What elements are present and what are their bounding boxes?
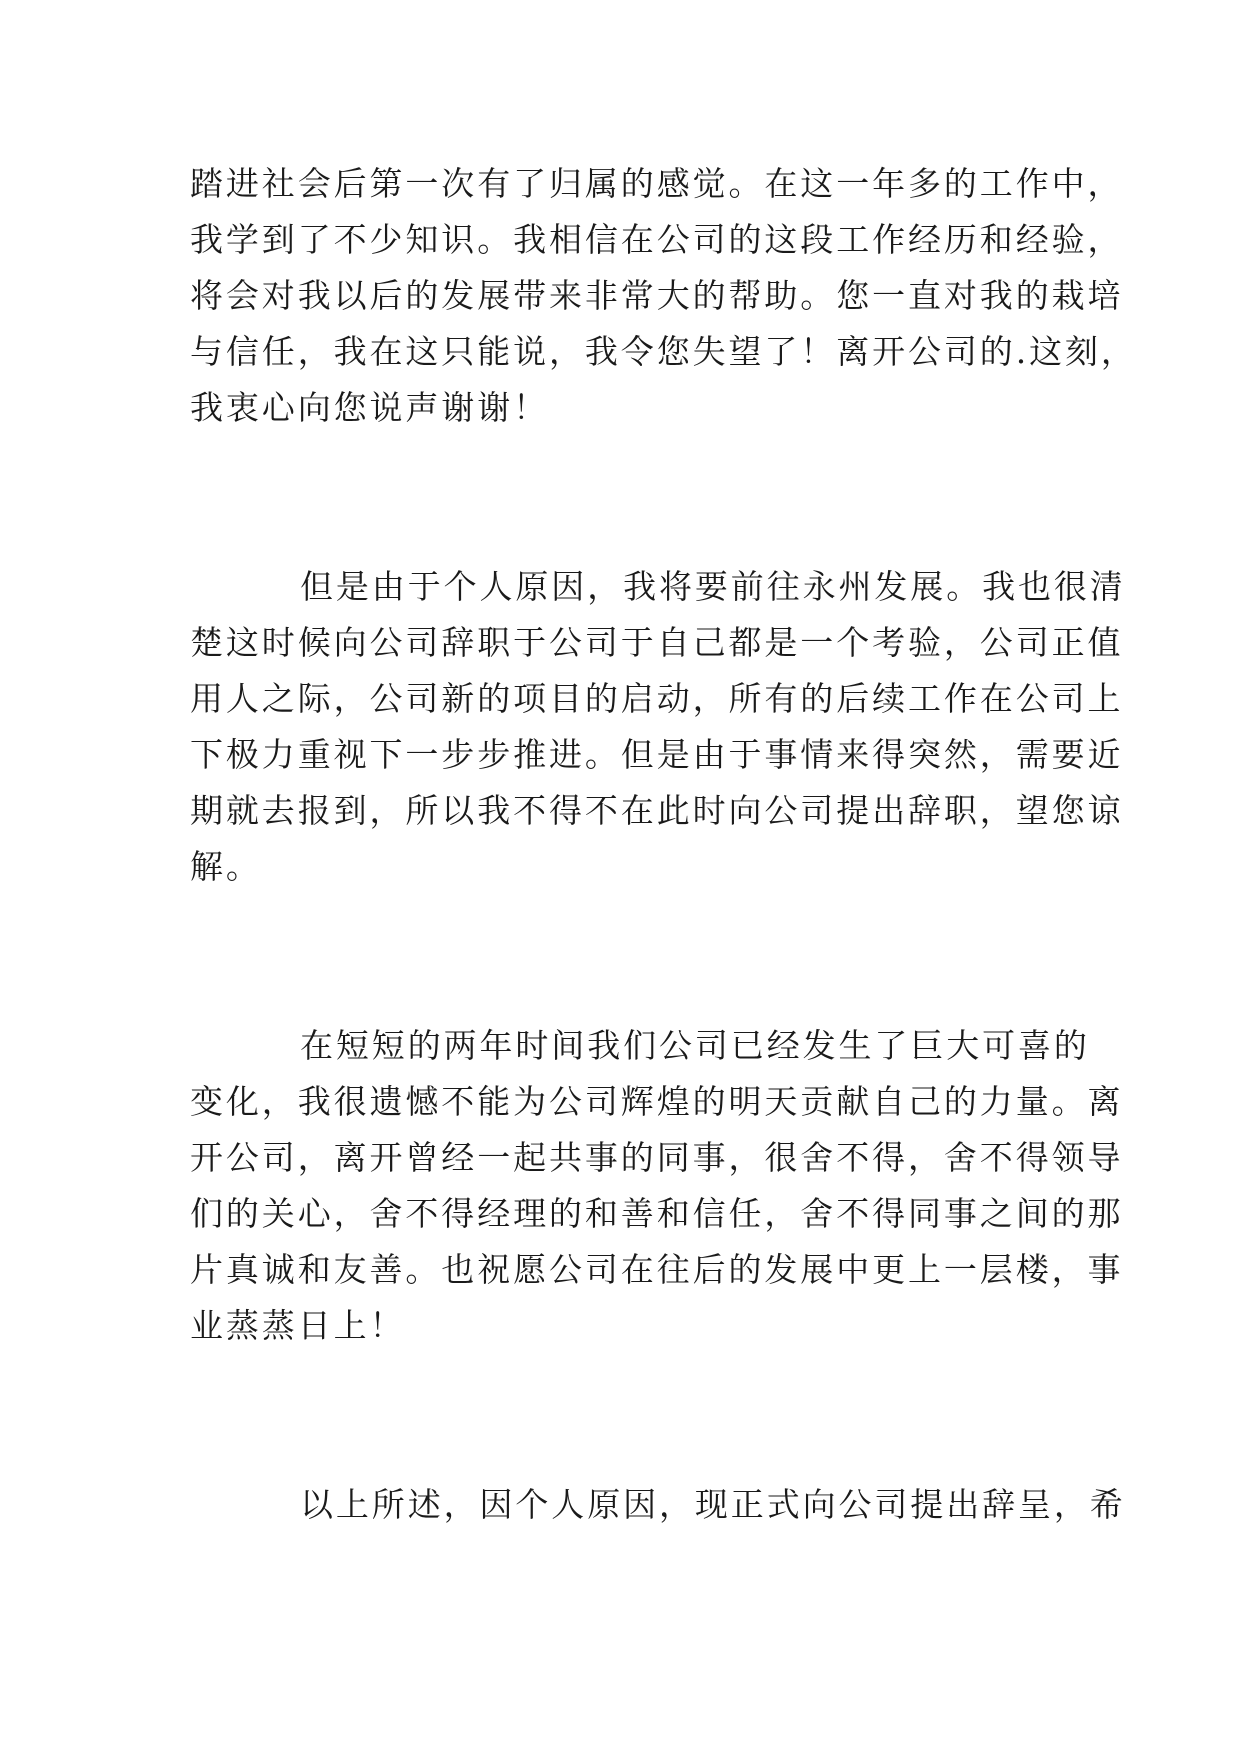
paragraph-3-line-5: 片真诚和友善。也祝愿公司在往后的发展中更上一层楼，事	[190, 1250, 1124, 1289]
paragraph-2-line-5: 期就去报到，所以我不得不在此时向公司提出辞职，望您谅	[190, 791, 1124, 830]
paragraph-1-line-4: 与信任，我在这只能说，我令您失望了！离开公司的.这刻，	[190, 332, 1137, 371]
paragraph-1-line-5: 我衷心向您说声谢谢！	[190, 388, 549, 427]
paragraph-3-line-6: 业蒸蒸日上！	[190, 1306, 406, 1345]
paragraph-1-line-2: 我学到了不少知识。我相信在公司的这段工作经历和经验，	[190, 220, 1124, 259]
paragraph-3-line-1: 在短短的两年时间我们公司已经发生了巨大可喜的	[300, 1026, 1090, 1065]
paragraph-2-line-3: 用人之际，公司新的项目的启动，所有的后续工作在公司上	[190, 679, 1124, 718]
paragraph-2-line-1: 但是由于个人原因，我将要前往永州发展。我也很清	[300, 567, 1126, 606]
paragraph-2-line-2: 楚这时候向公司辞职于公司于自己都是一个考验，公司正值	[190, 623, 1124, 662]
paragraph-2-line-4: 下极力重视下一步步推进。但是由于事情来得突然，需要近	[190, 735, 1124, 774]
paragraph-3-line-3: 开公司，离开曾经一起共事的同事，很舍不得，舍不得领导	[190, 1138, 1124, 1177]
paragraph-3-line-2: 变化，我很遗憾不能为公司辉煌的明天贡献自己的力量。离	[190, 1082, 1124, 1121]
paragraph-2-line-6: 解。	[190, 847, 262, 886]
paragraph-1-line-3: 将会对我以后的发展带来非常大的帮助。您一直对我的栽培	[190, 276, 1124, 315]
paragraph-1-line-1: 踏进社会后第一次有了归属的感觉。在这一年多的工作中，	[190, 164, 1124, 203]
paragraph-4-line-1: 以上所述，因个人原因，现正式向公司提出辞呈，希	[300, 1485, 1126, 1524]
paragraph-3-line-4: 们的关心，舍不得经理的和善和信任，舍不得同事之间的那	[190, 1194, 1124, 1233]
